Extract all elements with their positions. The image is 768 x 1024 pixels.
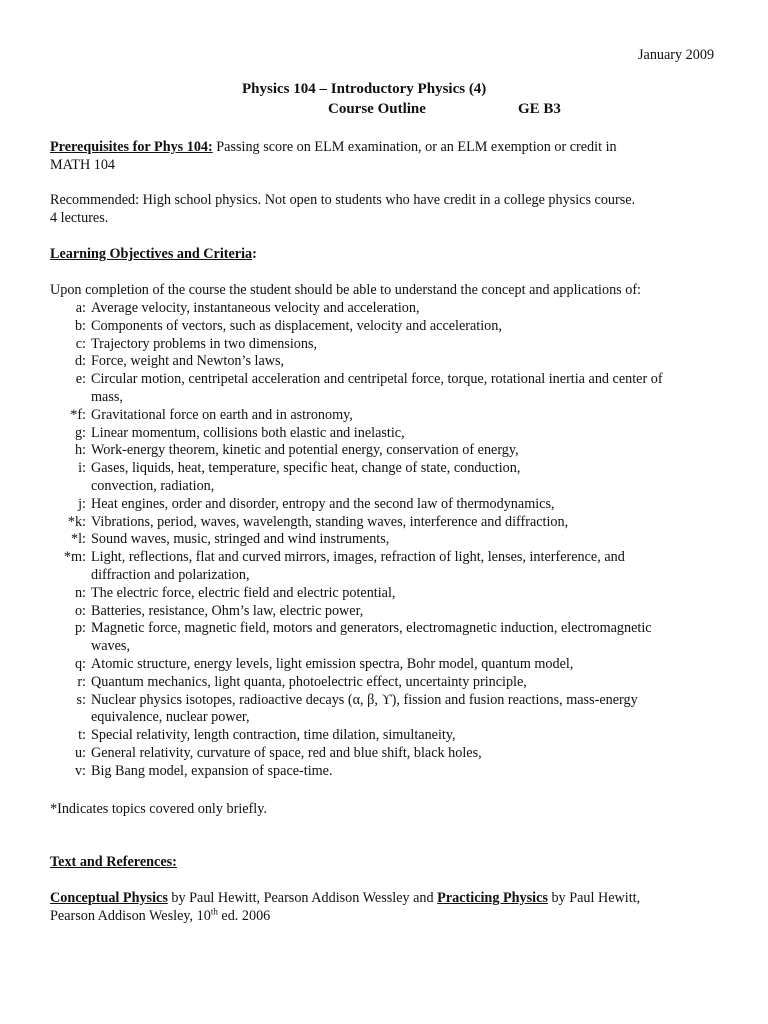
- course-title: Physics 104 – Introductory Physics (4): [242, 81, 487, 97]
- objective-label: u:: [74, 745, 86, 761]
- objective-label: r:: [77, 673, 86, 690]
- objective-label: c:: [75, 335, 86, 352]
- objective-text: Circular motion, centripetal acceleration and centripetal force, torque, rotational inertia and center of: [91, 371, 663, 388]
- objective-text: waves,: [91, 638, 131, 655]
- prerequisites-text: Passing score on ELM examination, or an ELM exemption or credit in: [212, 139, 617, 155]
- objective-label: q:: [74, 656, 86, 672]
- objective-text: Special relativity, length contraction, time dilation, simultaneity,: [91, 727, 456, 744]
- objective-text: Average velocity, instantaneous velocity and acceleration,: [91, 300, 420, 316]
- references-line1: Conceptual Physics by Paul Hewitt, Pearson Addison Wessley and Practicing Physics by Paul Hewitt,: [50, 890, 641, 906]
- objective-text: Work-energy theorem, kinetic and potential energy, conservation of energy,: [91, 442, 519, 459]
- learning-objectives-heading: Learning Objectives and Criteria:: [50, 246, 257, 262]
- objective-text: Magnetic force, magnetic field, motors and generators, electromagnetic induction, electromagnetic: [91, 620, 652, 637]
- book-conceptual-physics: Conceptual Physics: [50, 890, 168, 906]
- objective-label: d:: [74, 353, 86, 370]
- objective-label: o:: [74, 602, 86, 619]
- objective-label: p:: [74, 620, 86, 637]
- objective-label: *l:: [71, 531, 86, 548]
- objective-label: g:: [74, 424, 86, 441]
- objective-text: Linear momentum, collisions both elastic and inelastic,: [91, 424, 405, 441]
- document-date: January 2009: [638, 47, 715, 63]
- objective-text: diffraction and polarization,: [91, 567, 250, 583]
- objective-text: Atomic structure, energy levels, light emission spectra, Bohr model, quantum model,: [91, 656, 574, 672]
- objective-text: Big Bang model, expansion of space-time.: [91, 762, 333, 779]
- objective-label: e:: [75, 371, 86, 388]
- objective-label: a:: [75, 300, 86, 316]
- ge-code: GE B3: [518, 101, 561, 117]
- references-line2: Pearson Addison Wesley, 10th ed. 2006: [50, 906, 271, 924]
- objective-text: General relativity, curvature of space, red and blue shift, black holes,: [91, 745, 482, 761]
- objective-label: i:: [78, 460, 86, 477]
- objective-text: Gravitational force on earth and in astronomy,: [91, 406, 353, 423]
- objective-text: Gases, liquids, heat, temperature, specific heat, change of state, conduction,: [91, 460, 521, 477]
- footnote: *Indicates topics covered only briefly.: [50, 801, 267, 817]
- prerequisites-label: Prerequisites for Phys 104:: [50, 139, 213, 155]
- objectives-intro: Upon completion of the course the student should be able to understand the concept and applications of:: [50, 282, 641, 298]
- objective-label: v:: [74, 762, 86, 779]
- objective-label: *k:: [67, 513, 86, 530]
- objective-label: t:: [78, 727, 86, 744]
- objective-label: j:: [78, 495, 86, 512]
- text-references-heading: Text and References:: [50, 854, 177, 870]
- course-outline-label: Course Outline: [328, 101, 426, 117]
- objective-text: Trajectory problems in two dimensions,: [91, 335, 318, 352]
- objective-label: *m:: [63, 549, 86, 566]
- objective-text: Quantum mechanics, light quanta, photoelectric effect, uncertainty principle,: [91, 673, 527, 690]
- prerequisites-paragraph: [50, 139, 617, 157]
- book-practicing-physics: Practicing Physics: [437, 890, 548, 906]
- objective-text: equivalence, nuclear power,: [91, 709, 250, 726]
- objective-text: Nuclear physics isotopes, radioactive decays (α, β, ϒ), fission and fusion reactions, mass-energy: [91, 691, 638, 708]
- objective-text: Light, reflections, flat and curved mirrors, images, refraction of light, lenses, interference, and: [91, 549, 625, 566]
- objective-text: Sound waves, music, stringed and wind instruments,: [91, 531, 390, 548]
- lectures-line: 4 lectures.: [50, 210, 109, 226]
- objective-text: Force, weight and Newton’s laws,: [91, 353, 285, 370]
- objective-text: The electric force, electric field and electric potential,: [91, 584, 396, 601]
- prerequisites-text-line2: MATH 104: [50, 157, 116, 173]
- recommended-line: Recommended: High school physics. Not open to students who have credit in a college physics course.: [50, 192, 636, 208]
- objective-text: Heat engines, order and disorder, entropy and the second law of thermodynamics,: [91, 495, 555, 512]
- objective-label: *f:: [70, 406, 86, 423]
- objective-label: h:: [74, 442, 86, 459]
- objective-label: b:: [74, 317, 86, 334]
- objective-label: n:: [74, 584, 86, 601]
- objective-text: mass,: [91, 389, 123, 405]
- objective-text: Vibrations, period, waves, wavelength, standing waves, interference and diffraction,: [91, 513, 569, 530]
- objective-label: s:: [76, 691, 86, 708]
- objective-text: convection, radiation,: [91, 478, 215, 494]
- objective-text: Components of vectors, such as displacement, velocity and acceleration,: [91, 317, 502, 334]
- objective-text: Batteries, resistance, Ohm’s law, electric power,: [91, 602, 364, 619]
